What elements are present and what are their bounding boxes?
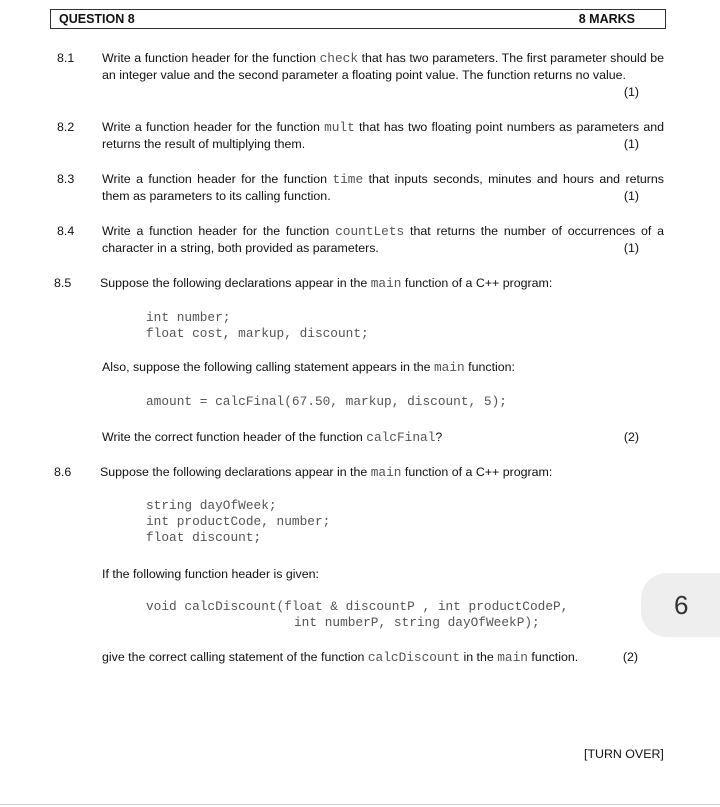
q82-text xyxy=(102,119,664,153)
q86-intro-code: main xyxy=(370,465,402,480)
q85-write-a: Write the correct function header of the function xyxy=(102,430,367,444)
turn-over-label: [TURN OVER] xyxy=(584,747,664,761)
q82-text-b: that has two floating point numbers as parameters and returns the result of multiplying them. xyxy=(102,120,664,151)
q85-intro-b: function of a C++ program: xyxy=(401,276,553,290)
q85-intro-code: main xyxy=(370,276,402,291)
q86-number: 8.6 xyxy=(54,465,72,479)
page-bottom-divider xyxy=(0,804,720,805)
q85-decl-2: float cost, markup, discount; xyxy=(146,326,369,341)
q84-number: 8.4 xyxy=(57,224,75,238)
q85-also-a: Also, suppose the following calling statement appears in the xyxy=(102,360,434,374)
q86-give-code: calcDiscount xyxy=(367,650,461,665)
q84-text-b: that returns the number of occurrences of a character in a string, both provided as parameters. xyxy=(102,224,664,255)
q86-intro xyxy=(100,464,662,481)
question-marks: 8 MARKS xyxy=(578,12,635,26)
q81-text-b: that has two parameters. The first parameter should be an integer value and the second parameter a floating point value. The function returns no value. xyxy=(102,51,665,82)
question-header-box xyxy=(50,9,666,29)
q86-decl-1: string dayOfWeek; xyxy=(146,498,277,513)
q81-text xyxy=(102,50,664,101)
q85-mark: (2) xyxy=(623,430,639,444)
q82-code: mult xyxy=(324,120,355,135)
q86-give xyxy=(102,649,648,666)
q86-mark: (2) xyxy=(622,650,638,664)
q86-give-a: give the correct calling statement of the function xyxy=(102,650,368,664)
q86-decl-3: float discount; xyxy=(146,530,262,545)
q86-header-line-1: void calcDiscount(float & discountP , int productCodeP, xyxy=(146,599,569,614)
question-title: QUESTION 8 xyxy=(59,12,135,26)
q83-number: 8.3 xyxy=(57,172,75,186)
q84-code: countLets xyxy=(335,224,405,239)
q83-text-b: that inputs seconds, minutes and hours and returns them as parameters to its calling function. xyxy=(102,172,665,203)
q86-decl-2: int productCode, number; xyxy=(146,514,331,529)
q85-number: 8.5 xyxy=(54,276,72,290)
q85-write-code: calcFinal xyxy=(366,430,436,445)
q85-also-code: main xyxy=(434,360,465,375)
q83-text-a: Write a function header for the function xyxy=(102,172,333,186)
q85-intro-a: Suppose the following declarations appear in the xyxy=(100,276,371,290)
page-number: 6 xyxy=(674,590,689,620)
q81-mark: (1) xyxy=(623,85,639,99)
q81-code: check xyxy=(319,51,359,66)
q86-given: If the following function header is given: xyxy=(102,567,319,581)
q86-intro-a: Suppose the following declarations appear in the xyxy=(100,465,371,479)
q85-call-statement: amount = calcFinal(67.50, markup, discount, 5); xyxy=(146,394,507,409)
q84-text xyxy=(102,223,664,257)
q81-number: 8.1 xyxy=(57,51,75,65)
q85-write-b: ? xyxy=(435,430,443,444)
q84-text-a: Write a function header for the function xyxy=(102,224,336,238)
q81-text-a: Write a function header for the function xyxy=(102,51,320,65)
q85-decl-1: int number; xyxy=(146,310,231,325)
q82-number: 8.2 xyxy=(57,120,75,134)
q82-text-a: Write a function header for the function xyxy=(102,120,325,134)
q86-give-b: function. xyxy=(527,650,579,664)
q85-also-b: function: xyxy=(464,360,516,374)
q86-intro-b: function of a C++ program: xyxy=(401,465,553,479)
q85-also xyxy=(102,359,664,376)
q86-give-code2: main xyxy=(497,650,528,665)
q85-intro xyxy=(100,275,662,292)
q83-code: time xyxy=(332,172,364,187)
q84-mark: (1) xyxy=(623,241,639,255)
q82-mark: (1) xyxy=(623,137,639,151)
q85-write xyxy=(102,429,664,446)
q83-text xyxy=(102,171,664,205)
q83-mark: (1) xyxy=(623,189,639,203)
q86-give-mid: in the xyxy=(460,650,498,664)
q86-header-line-2: int numberP, string dayOfWeekP); xyxy=(294,615,540,630)
